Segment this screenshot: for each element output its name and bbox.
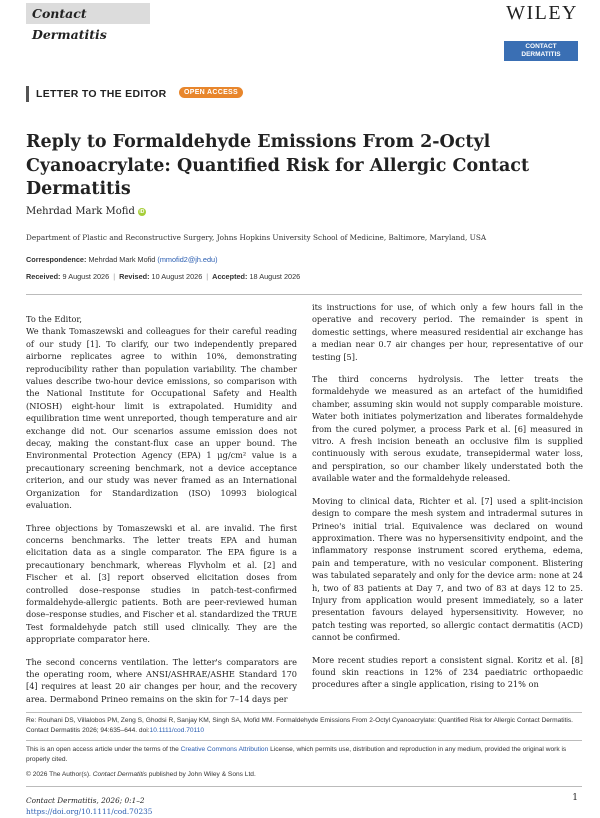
author-name[interactable]: Mehrdad Mark Mofid: [26, 206, 135, 217]
section-accent-bar: [26, 86, 29, 102]
correspondence-label: Correspondence:: [26, 255, 87, 264]
citation-text: Re: Rouhani DS, Villalobos PM, Zeng S, Ghodsi R, Sanjay KM, Singh SA, Mofid MM. Formaldehyde Emissions From 2-Octyl Cyanoacrylate: Quantified Risk for Allergic Contact Dermatitis. Contact Dermatitis 2026; 94:635–644. doi:: [26, 717, 574, 734]
received-date: 9 August 2026: [62, 272, 110, 281]
paragraph: Three objections by Tomaszewski et al. are invalid. The first concerns benchmarks. The letter treats EPA and human elicitation data as a single comparator. The EPA figure is a precautionary benchmark, whereas Flyvholm et al. [2] and Fischer et al. [3] report observed elicitation doses from controlled dose–response studies in patch-test-confirmed formaldehyde-allergic patients. Both are peer-reviewed human dose–response studies, and Fischer et al. standardized the TRUE Test formaldehyde patch still used clinically. They are the appropriate comparator here.: [26, 522, 297, 645]
license-post: License, which permits use, distribution and reproduction in any medium, provided the original work is properly cited.: [26, 746, 567, 763]
journal-issue: Contact Dermatitis, 2026; 0:1–2: [26, 796, 145, 805]
footer-journal-line: [26, 796, 145, 805]
badge-line-2: DERMATITIS: [521, 51, 561, 58]
journal-name-tab: Contact Dermatitis: [26, 3, 150, 24]
footnote-divider: [26, 712, 582, 713]
affiliation: Department of Plastic and Reconstructive Surgery, Johns Hopkins University School of Medicine, Baltimore, Maryland, USA: [26, 233, 487, 242]
reference-citation: [26, 716, 582, 736]
paragraph: Moving to clinical data, Richter et al. [7] used a split-incision design to compare the mesh system and intradermal sutures in Prineo's initial trial. Equivalence was declared on wound approximation. There was no hypersensitivity endpoint, and the inflammatory response instrument scored erythema, edema, pain and temperature, with no vesicular component. Blistering was tabulated separately and only for the device arm: none at 24 h, two of 83 patients at Day 7, and two of 83 at days 12 to 25. Injury from application would present immediately, so a later presentation favours delayed hypersensitivity. However, no patch testing was reported, so allergic contact dermatitis (ACD) cannot be confirmed.: [312, 495, 583, 643]
salutation: To the Editor,: [26, 314, 83, 324]
revised-label: Revised:: [119, 272, 150, 281]
correspondence-name: Mehrdad Mark Mofid: [88, 255, 156, 264]
separator: |: [113, 272, 116, 281]
footer-doi-link[interactable]: https://doi.org/10.1111/cod.70235: [26, 807, 153, 816]
orcid-icon[interactable]: iD: [139, 209, 145, 215]
revised-date: 10 August 2026: [151, 272, 203, 281]
badge-line-1: CONTACT: [525, 43, 557, 50]
license-pre: This is an open access article under the terms of the: [26, 746, 181, 753]
journal-cover-badge[interactable]: [504, 41, 578, 61]
footer-divider: [26, 786, 582, 787]
license-link[interactable]: Creative Commons Attribution: [180, 746, 269, 753]
received-label: Received:: [26, 272, 61, 281]
separator: |: [206, 272, 209, 281]
body-right-column: [312, 301, 583, 701]
open-access-badge: OPEN ACCESS: [179, 87, 243, 98]
correspondence-email-link[interactable]: (mmofid2@jh.edu): [157, 255, 218, 264]
paragraph: The second concerns ventilation. The letter's comparators are the operating room, where ANSI/ASHRAE/ASHE Standard 170 [4] requires at least 20 air changes per hour, and the recovery area. Dermabond Prineo remains on the skin for 7–14 days per: [26, 656, 297, 704]
citation-doi-link[interactable]: 10.1111/cod.70110: [149, 727, 205, 734]
paragraph: More recent studies report a consistent signal. Koritz et al. [8] found skin reactions in 12% of 234 paediatric orthopaedic procedures after a single application, rising to 21% on: [312, 654, 583, 690]
accepted-label: Accepted:: [212, 272, 248, 281]
article-title: Reply to Formaldehyde Emissions From 2-Octyl Cyanoacrylate: Quantified Risk for Allergic Contact Dermatitis: [26, 132, 530, 199]
page-number: 1: [572, 793, 578, 803]
dates-line: [26, 272, 300, 281]
copyright-line: [26, 770, 582, 780]
author-line: [26, 206, 146, 217]
paragraph: We thank Tomaszewski and colleagues for their careful reading of our study [1]. To clarify, our two independently prepared airborne replicates agree to within 10%, demonstrating reproducibility rather than population variability. The chamber values describe two-hour device emissions, so comparison with the National Institute for Occupational Safety and Health (NIOSH) eight-hour limit is extrapolated. Humidity and equilibration time went unreported, though temperature and air exchange did not. Our scenarios assume emission does not decay, making the constant-flux case an upper bound. The Environmental Protection Agency (EPA) 1 μg/cm² value is a precautionary screening benchmark, not a device acceptance criterion, and our study was never framed as an International Organization for Standardization (ISO) 10993 biological evaluation.: [26, 326, 297, 511]
copyright-journal: Contact Dermatitis: [92, 771, 147, 778]
copyright-post: published by John Wiley & Sons Ltd.: [146, 771, 256, 778]
header-divider: [26, 294, 582, 295]
body-left-column: [26, 313, 297, 715]
correspondence-line: [26, 255, 218, 264]
paragraph: The third concerns hydrolysis. The letter treats the formaldehyde we measured as an artefact of the humidified chamber, assuming skin would not supply comparable moisture. Water both initiates polymerization and liberates formaldehyde from the cured polymer, a process Park et al. [6] measured in vitro. A fresh incision beneath an occlusive film is supplied continuously with serous exudate, transepidermal water loss, and perspiration, so our chamber likely understated both the available water and the formaldehyde released.: [312, 374, 583, 484]
accepted-date: 18 August 2026: [249, 272, 301, 281]
license-divider: [26, 740, 582, 741]
section-label: LETTER TO THE EDITOR: [36, 88, 167, 100]
publisher-logo[interactable]: WILEY: [506, 2, 578, 24]
copyright-pre: © 2026 The Author(s).: [26, 771, 93, 778]
license-text: [26, 745, 582, 765]
paragraph: its instructions for use, of which only a few hours fall in the operative and recovery period. The remainder is spent in domestic settings, where measured residential air exchange has a median near 0.7 air changes per hour, representative of our testing [5].: [312, 302, 583, 362]
